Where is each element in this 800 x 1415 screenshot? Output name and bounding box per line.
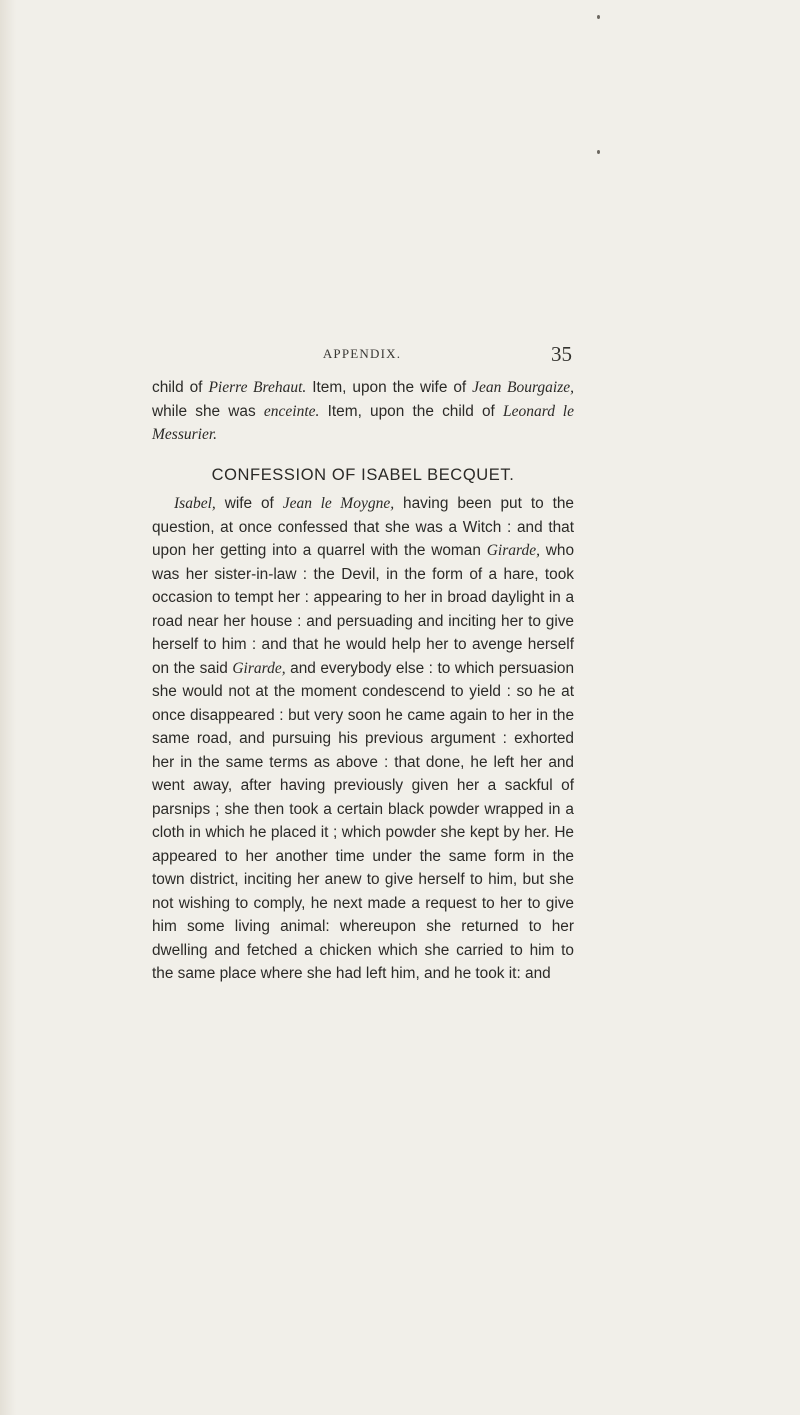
text-run: child of [152, 379, 209, 396]
text-run: Item, upon the child of [319, 402, 504, 420]
text-run: wife of [215, 495, 283, 512]
text-run: and everybody else : to which persuasion she would not at the moment condescend to yield : so he at once disappeared : but very soon he came again to her in the same road, and pursuing his previous argument : exhorted her in the same terms as above : that done, he left her and went away, after having previously given her a sackful of parsnips ; she then took a certain black powder wrapped in a cloth in which he placed it ; which powder she kept by her. He appeared to her another time under the same form in the town district, inciting her anew to give herself to him, but she not wishing to comply, he next made a request to her to give him some living animal: whereupon she returned to her dwelling and fetched a chicken which she carried to him to the same place where she had left him, and he took it: and [152, 659, 575, 982]
italic-word: enceinte. [263, 402, 320, 420]
paragraph-continued [152, 376, 574, 447]
italic-name: Isabel, [174, 495, 216, 512]
text-run: having been put to the question, at once confessed that she was a Witch : and that upon her getting into a quarrel with the woman [152, 495, 574, 559]
running-title: APPENDIX. [322, 346, 402, 361]
text-run: who was her sister-in-law : the Devil, in the form of a hare, took occasion to tempt her : appearing to her in broad daylight in a road near her house : and persuading and inciting her to give herself to him : and that he would help her to avenge herself on the said [152, 542, 575, 677]
paper-speck [597, 150, 600, 154]
italic-name: Leonard le Messurier. [152, 402, 574, 443]
italic-name: Girarde, [486, 542, 540, 559]
running-head [152, 342, 572, 376]
paper-speck [597, 15, 600, 19]
paragraph-confession [152, 492, 574, 986]
italic-name: Girarde, [232, 659, 286, 677]
page-number: 35 [551, 342, 572, 366]
italic-name: Jean le Moygne, [282, 495, 395, 512]
italic-name: Jean Bourgaize, [472, 379, 575, 396]
page-edge-shadow [0, 0, 16, 1415]
text-run: Item, upon the wife of [306, 379, 473, 396]
italic-name: Pierre Brehaut. [208, 379, 307, 396]
section-heading: CONFESSION OF ISABEL BECQUET. [211, 465, 515, 484]
text-run: while she was [152, 402, 264, 420]
body-text [152, 376, 574, 986]
